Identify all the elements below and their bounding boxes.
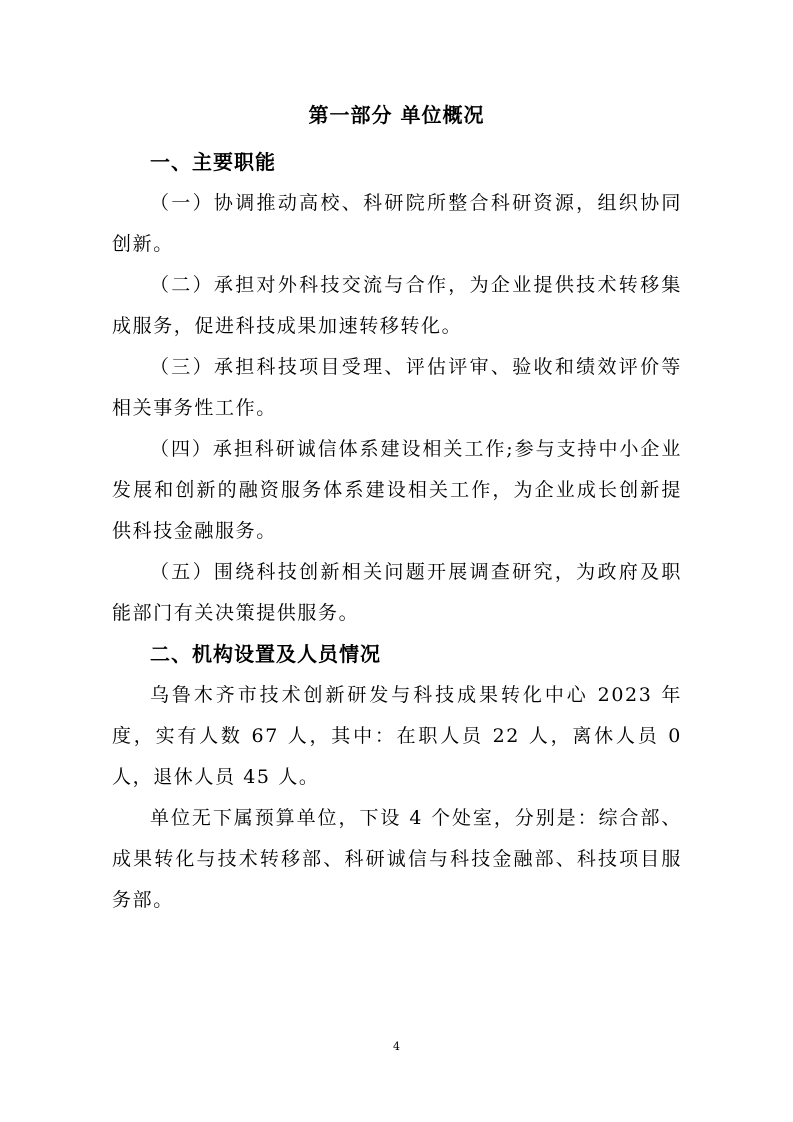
page-title: 第一部分 单位概况 bbox=[308, 103, 485, 127]
function-paragraph-4: （四）承担科研诚信体系建设相关工作;参与支持中小企业发展和创新的融资服务体系建设相关工作，为企业成长创新提供科技金融服务。 bbox=[112, 438, 682, 542]
section-heading-main-functions: 一、主要职能 bbox=[150, 150, 276, 174]
function-paragraph-5: （五）围绕科技创新相关问题开展调查研究，为政府及职能部门有关决策提供服务。 bbox=[112, 561, 682, 624]
document-body bbox=[112, 142, 682, 921]
staff-paragraph: 乌鲁木齐市技术创新研发与科技成果转化中心 2023 年度，实有人数 67 人，其中：在职人员 22 人，离休人员 0 人，退休人员 45 人。 bbox=[112, 684, 682, 788]
function-paragraph-1: （一）协调推动高校、科研院所整合科研资源，组织协同创新。 bbox=[112, 192, 682, 255]
departments-paragraph: 单位无下属预算单位，下设 4 个处室，分别是：综合部、成果转化与技术转移部、科研诚信与科技金融部、科技项目服务部。 bbox=[112, 807, 682, 911]
function-paragraph-2: （二）承担对外科技交流与合作，为企业提供技术转移集成服务，促进科技成果加速转移转化。 bbox=[112, 274, 682, 337]
page-number: 4 bbox=[393, 1040, 400, 1053]
section-heading-organization-staff: 二、机构设置及人员情况 bbox=[150, 642, 381, 666]
function-paragraph-3: （三）承担科技项目受理、评估评审、验收和绩效评价等相关事务性工作。 bbox=[112, 356, 682, 419]
